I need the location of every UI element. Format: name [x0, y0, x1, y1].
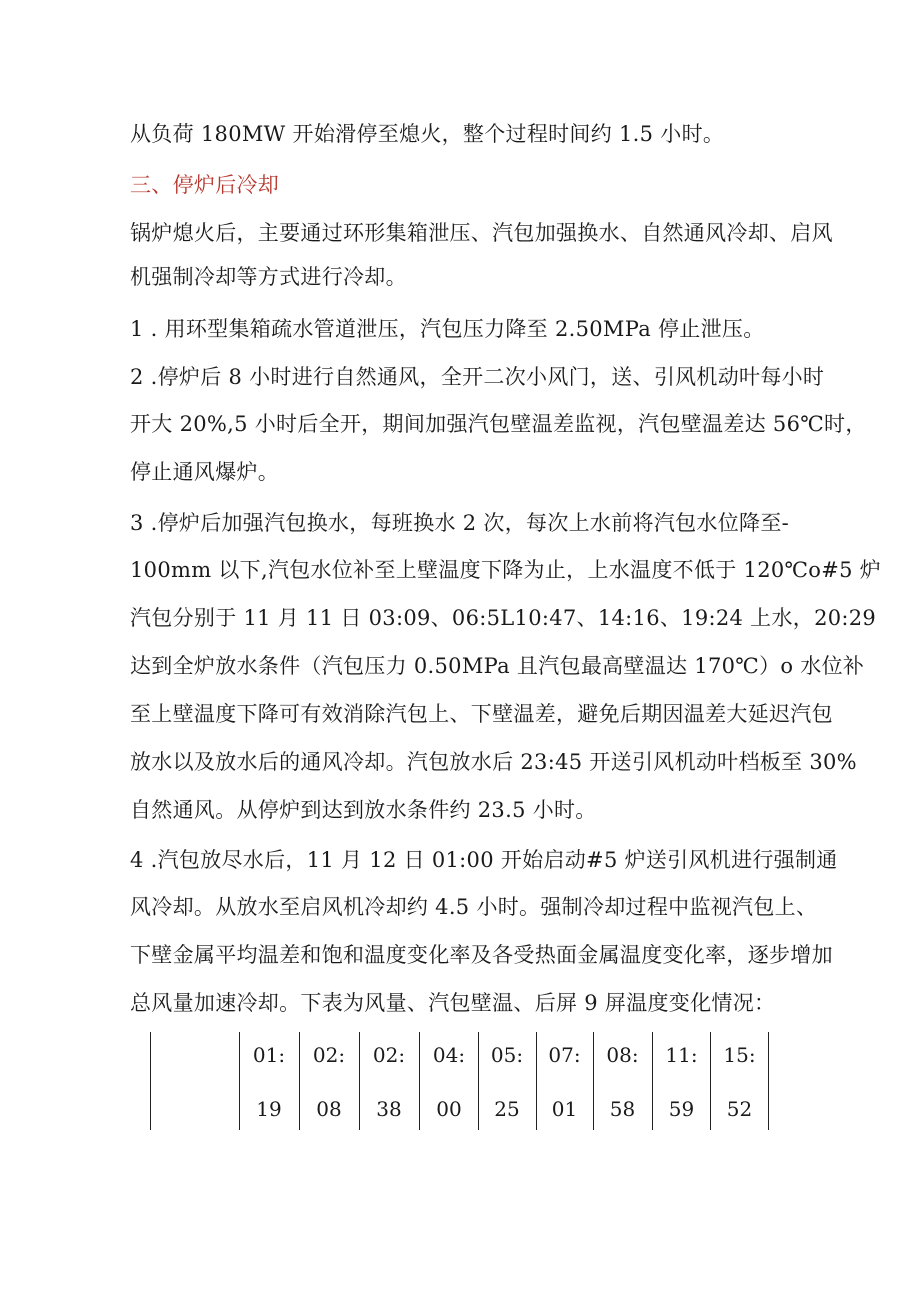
- time-minute-cell: 01: [551, 1097, 578, 1121]
- data-table: [150, 1032, 769, 1130]
- section-heading: 三、停炉后冷却: [130, 173, 280, 197]
- table-column: [710, 1032, 769, 1130]
- time-hour-cell: 08:: [606, 1043, 639, 1067]
- time-hour-cell: 11:: [665, 1043, 698, 1067]
- time-hour-cell: 04:: [432, 1043, 466, 1067]
- paragraph-line: 锅炉熄火后，主要通过环形集箱泄压、汽包加强换水、自然通风冷却、启风: [130, 221, 833, 245]
- paragraph-line: 汽包分别于 11 月 11 日 03:09、06:5L10:47、14:16、19:24 上水，20:29: [130, 606, 877, 630]
- time-minute-cell: 00: [436, 1097, 462, 1121]
- paragraph-line: 100mm 以下,汽包水位补至上壁温度下降为止，上水温度不低于 120℃o#5 炉: [130, 558, 882, 582]
- table-column: [652, 1032, 710, 1130]
- table-column: [359, 1032, 418, 1130]
- time-minute-cell: 52: [726, 1097, 753, 1121]
- list-item-4: 4 .汽包放尽水后，11 月 12 日 01:00 开始启动#5 炉送引风机进行强制通: [130, 848, 838, 872]
- time-hour-cell: 07:: [548, 1043, 581, 1067]
- table-column: [419, 1032, 478, 1130]
- table-column: [239, 1032, 298, 1130]
- paragraph-line: 开大 20%,5 小时后全开，期间加强汽包壁温差监视，汽包壁温差达 56℃时，: [130, 412, 867, 436]
- time-hour-cell: 02:: [372, 1043, 406, 1067]
- time-minute-cell: 38: [376, 1097, 402, 1121]
- paragraph-line: 从负荷 180MW 开始滑停至熄火，整个过程时间约 1.5 小时。: [130, 122, 725, 146]
- paragraph-line: 停止通风爆炉。: [130, 460, 280, 484]
- paragraph-line: 风冷却。从放水至启风机冷却约 4.5 小时。强制冷却过程中监视汽包上、: [130, 895, 818, 919]
- table-column: [478, 1032, 535, 1130]
- time-hour-cell: 05:: [490, 1043, 524, 1067]
- time-hour-cell: 15:: [723, 1043, 756, 1067]
- paragraph-line: 下壁金属平均温差和饱和温度变化率及各受热面金属温度变化率，逐步增加: [130, 943, 833, 967]
- paragraph-line: 机强制冷却等方式进行冷却。: [130, 265, 407, 289]
- list-item-2: 2 .停炉后 8 小时进行自然通风，全开二次小风门，送、引风机动叶每小时: [130, 365, 825, 389]
- paragraph-line: 自然通风。从停炉到达到放水条件约 23.5 小时。: [130, 798, 597, 822]
- time-minute-cell: 25: [494, 1097, 520, 1121]
- time-minute-cell: 58: [609, 1097, 636, 1121]
- list-item-1: 1 . 用环型集箱疏水管道泄压，汽包压力降至 2.50MPa 停止泄压。: [130, 317, 765, 341]
- time-minute-cell: 08: [316, 1097, 342, 1121]
- paragraph-line: 放水以及放水后的通风冷却。汽包放水后 23:45 开送引风机动叶档板至 30%: [130, 750, 857, 774]
- table-column: [593, 1032, 651, 1130]
- time-minute-cell: 59: [668, 1097, 695, 1121]
- table-column: [299, 1032, 358, 1130]
- time-hour-cell: 02:: [312, 1043, 346, 1067]
- table-column: [536, 1032, 592, 1130]
- paragraph-line: 至上壁温度下降可有效消除汽包上、下壁温差，避免后期因温差大延迟汽包: [130, 702, 833, 726]
- paragraph-line: 达到全炉放水条件（汽包压力 0.50MPa 且汽包最高壁温达 170℃）o 水位补: [130, 654, 865, 678]
- paragraph-line: 总风量加速冷却。下表为风量、汽包壁温、后屏 9 屏温度变化情况：: [130, 991, 776, 1015]
- list-item-3: 3 .停炉后加强汽包换水，每班换水 2 次，每次上水前将汽包水位降至-: [130, 511, 790, 535]
- time-minute-cell: 19: [256, 1097, 282, 1121]
- time-hour-cell: 01:: [252, 1043, 286, 1067]
